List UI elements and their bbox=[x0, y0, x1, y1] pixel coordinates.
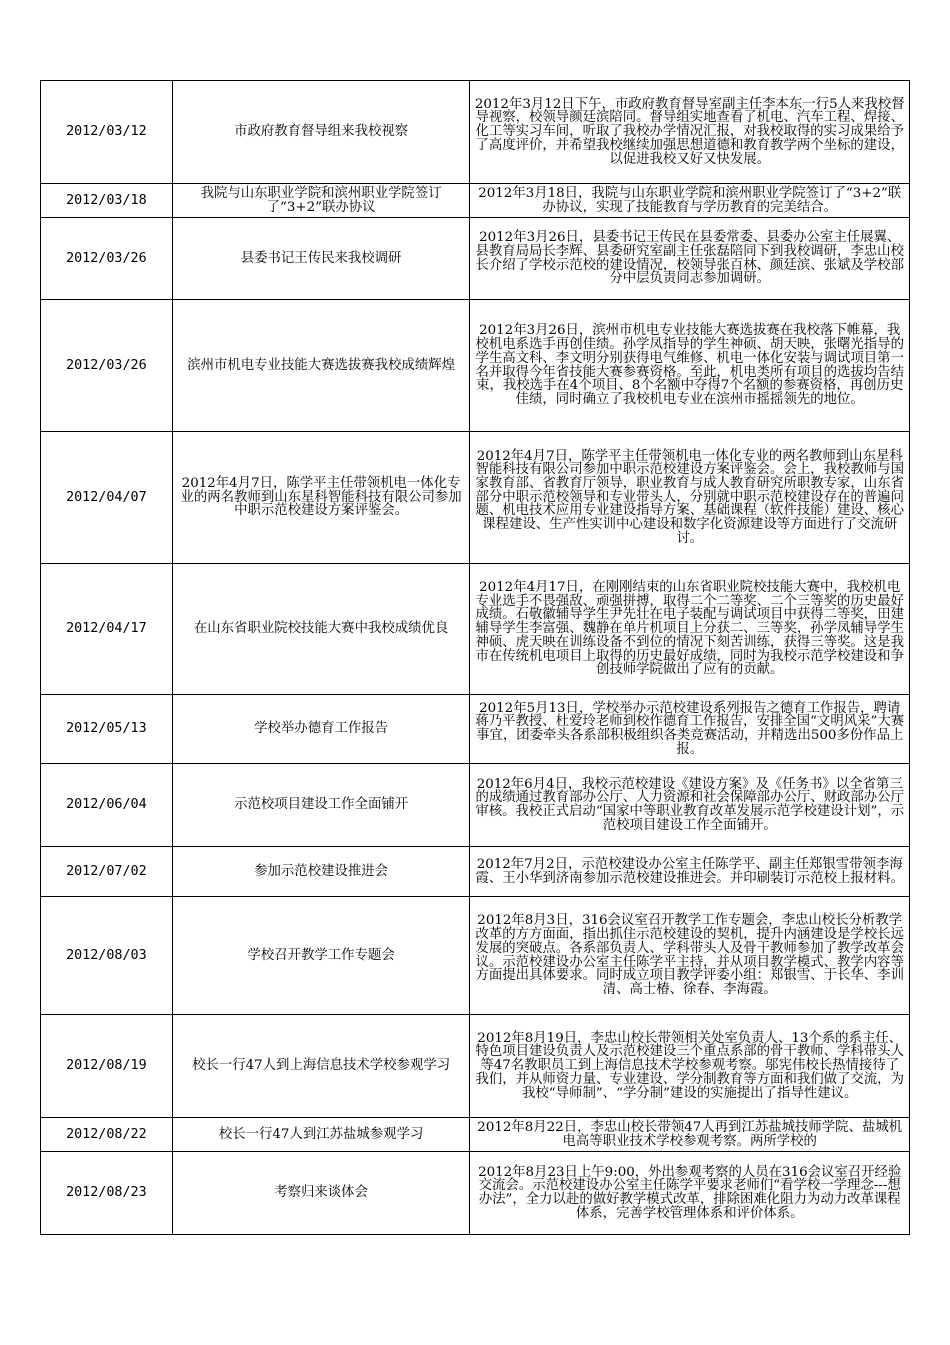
table-row bbox=[41, 1015, 910, 1118]
description-cell: 2012年6月4日，我校示范校建设《建设方案》及《任务书》以全省第三的成绩通过教育部办公厅、人力资源和社会保障部办公厅、财政部办公厅审核。我校正式启动“国家中等职业教育改革发展示范学校建设计划”，示范校项目建设工作全面铺开。 bbox=[470, 764, 910, 847]
table-row bbox=[41, 218, 910, 300]
date-cell: 2012/03/26 bbox=[41, 218, 173, 300]
date-cell: 2012/03/26 bbox=[41, 300, 173, 432]
title-cell: 在山东省职业院校技能大赛中我校成绩优良 bbox=[172, 564, 470, 695]
title-cell: 学校召开教学工作专题会 bbox=[172, 897, 470, 1015]
title-cell: 校长一行47人到江苏盐城参观学习 bbox=[172, 1118, 470, 1152]
description-cell: 2012年3月26日，滨州市机电专业技能大赛选拔赛在我校落下帷幕，我校机电系选手再创佳绩。孙学凤指导的学生神硕、胡天映，张曙光指导的学生高文科、李文明分别获得电气维修、机电一体化安装与调试项目第一名并取得今年省技能大赛参赛资格。至此，机电类所有项目的选拔均告结束，我校选手在4个项目、8个名额中夺得7个名额的参赛资格，再创历史佳绩，同时确立了我校机电专业在滨州市摇摇领先的地位。 bbox=[470, 300, 910, 432]
table-row bbox=[41, 897, 910, 1015]
event-log-table bbox=[40, 80, 910, 1235]
description-cell: 2012年3月26日，县委书记王传民在县委常委、县委办公室主任展翼、县教育局局长李辉、县委研究室副主任张磊陪同下到我校调研，李忠山校长介绍了学校示范校的建设情况，校领导张百林、颜廷滨、张斌及学校部分中层负责同志参加调研。 bbox=[470, 218, 910, 300]
table-row bbox=[41, 184, 910, 218]
date-cell: 2012/08/03 bbox=[41, 897, 173, 1015]
date-cell: 2012/08/22 bbox=[41, 1118, 173, 1152]
description-cell: 2012年5月13日，学校举办示范校建设系列报告之德育工作报告，聘请蒋乃平教授、杜爱玲老师到校作德育工作报告，安排全国“文明风采”大赛事宜，团委牵头各系部积极组织各类竞赛活动，并精选出500多份作品上报。 bbox=[470, 695, 910, 764]
date-cell: 2012/04/17 bbox=[41, 564, 173, 695]
table-row bbox=[41, 1152, 910, 1235]
title-cell: 我院与山东职业学院和滨州职业学院签订了“3+2”联办协议 bbox=[172, 184, 470, 218]
table-row bbox=[41, 432, 910, 564]
table-row bbox=[41, 81, 910, 184]
title-cell: 校长一行47人到上海信息技术学校参观学习 bbox=[172, 1015, 470, 1118]
date-cell: 2012/03/12 bbox=[41, 81, 173, 184]
title-cell: 考察归来谈体会 bbox=[172, 1152, 470, 1235]
title-cell: 2012年4月7日，陈学平主任带领机电一体化专业的两名教师到山东星科智能科技有限公司参加中职示范校建设方案评鉴会。 bbox=[172, 432, 470, 564]
title-cell: 参加示范校建设推进会 bbox=[172, 847, 470, 897]
table-row bbox=[41, 847, 910, 897]
description-cell: 2012年3月12日下午，市政府教育督导室副主任李本东一行5人来我校督导视察，校领导颜廷滨陪同。督导组实地查看了机电、汽车工程、焊接、化工等实习车间，听取了我校办学情况汇报，对我校取得的实习成果给予了高度评价，并希望我校继续加强思想道德和教育教学两个坐标的建设，以促进我校又好又快发展。 bbox=[470, 81, 910, 184]
title-cell: 学校举办德育工作报告 bbox=[172, 695, 470, 764]
title-cell: 县委书记王传民来我校调研 bbox=[172, 218, 470, 300]
date-cell: 2012/08/19 bbox=[41, 1015, 173, 1118]
description-cell: 2012年8月3日，316会议室召开教学工作专题会，李忠山校长分析教学改革的方方面面，指出抓住示范校建设的契机，提升内涵建设是学校长远发展的突破点。各系部负责人、学科带头人及骨干教师参加了教学改革会议。示范校建设办公室主任陈学平主持，并从项目教学模式、教学内容等方面提出具体要求。同时成立项目教学评委小组：郑银雪、于长华、李训清、高士椿、徐春、李海霞。 bbox=[470, 897, 910, 1015]
table-row bbox=[41, 1118, 910, 1152]
date-cell: 2012/04/07 bbox=[41, 432, 173, 564]
date-cell: 2012/06/04 bbox=[41, 764, 173, 847]
title-cell: 滨州市机电专业技能大赛选拔赛我校成绩辉煌 bbox=[172, 300, 470, 432]
title-cell: 示范校项目建设工作全面铺开 bbox=[172, 764, 470, 847]
description-cell: 2012年3月18日，我院与山东职业学院和滨州职业学院签订了“3+2”联办协议，实现了技能教育与学历教育的完美结合。 bbox=[470, 184, 910, 218]
description-cell: 2012年4月7日，陈学平主任带领机电一体化专业的两名教师到山东星科智能科技有限公司参加中职示范校建设方案评鉴会。会上，我校教师与国家教育部、省教育厅领导，职业教育与成人教育研究所职教专家，山东省部分中职示范校领导和专业带头人，分别就中职示范校建设存在的普遍问题、机电技术应用专业建设指导方案、基础课程（软件技能）建设、核心课程建设、生产性实训中心建设和数字化资源建设等方面进行了交流研讨。 bbox=[470, 432, 910, 564]
date-cell: 2012/08/23 bbox=[41, 1152, 173, 1235]
description-cell: 2012年8月22日，李忠山校长带领47人再到江苏盐城技师学院、盐城机电高等职业技术学校参观考察。两所学校的 bbox=[470, 1118, 910, 1152]
date-cell: 2012/05/13 bbox=[41, 695, 173, 764]
table-row bbox=[41, 695, 910, 764]
description-cell: 2012年4月17日，在刚刚结束的山东省职业院校技能大赛中，我校机电专业选手不畏强敌、顽强拼搏，取得二个二等奖、二个三等奖的历史最好成绩。石敬徽辅导学生尹先壮在电子装配与调试项目中获得二等奖，田建辅导学生李富强、魏静在单片机项目上分获二、三等奖，孙学凤辅导学生神硕、虎天映在训练设备不到位的情况下刻苦训练，获得三等奖。这是我市在传统机电项目上取得的历史最好成绩，同时为我校示范学校建设和争创技师学院做出了应有的贡献。 bbox=[470, 564, 910, 695]
table-row bbox=[41, 300, 910, 432]
description-cell: 2012年8月19日，李忠山校长带领相关处室负责人、13个系的系主任、特色项目建设负责人及示范校建设三个重点系部的骨干教师、学科带头人等47名教职员工到上海信息技术学校参观考察。邬宪伟校长热情接待了我们，并从师资力量、专业建设、学分制教育等方面和我们做了交流，为我校“导师制”、“学分制”建设的实施提出了指导性建议。 bbox=[470, 1015, 910, 1118]
description-cell: 2012年8月23日上午9:00，外出参观考察的人员在316会议室召开经验交流会。示范校建设办公室主任陈学平要求老师们“看学校一学理念---想办法”，全力以赴的做好教学模式改革，排除困难化阻力为动力改革课程体系，完善学校管理体系和评价体系。 bbox=[470, 1152, 910, 1235]
description-cell: 2012年7月2日，示范校建设办公室主任陈学平、副主任郑银雪带领李海霞、王小华到济南参加示范校建设推进会。并印刷装订示范校上报材料。 bbox=[470, 847, 910, 897]
table-row bbox=[41, 564, 910, 695]
table-row bbox=[41, 764, 910, 847]
date-cell: 2012/07/02 bbox=[41, 847, 173, 897]
date-cell: 2012/03/18 bbox=[41, 184, 173, 218]
title-cell: 市政府教育督导组来我校视察 bbox=[172, 81, 470, 184]
